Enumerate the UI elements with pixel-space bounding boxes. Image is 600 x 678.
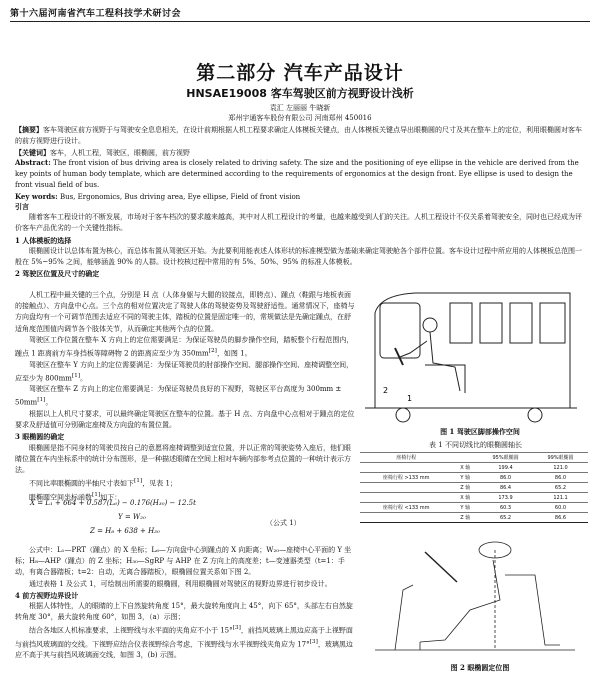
table-1: [360, 452, 588, 523]
pedal-and-panel: [395, 585, 413, 650]
formula-line-y: Y = W₂₀: [118, 513, 146, 521]
table-cell: 86.4: [478, 483, 533, 493]
table-header-cell: 95%眼椭圆: [478, 453, 533, 463]
formula-line-z: Z = H₈ + 638 + H₃₀: [90, 527, 160, 535]
table-cell: 65.2: [478, 513, 533, 523]
table-cell: Z 轴: [452, 483, 478, 493]
formula-number: （公式 1）: [266, 519, 301, 527]
fig1-label-2: 2: [383, 386, 389, 395]
table-cell: Z 轴: [452, 513, 478, 523]
table-cell: [360, 513, 452, 523]
table-cell: 173.9: [478, 493, 533, 503]
table-cell: 121.0: [533, 463, 588, 473]
abstract-en: [15, 157, 585, 203]
section-2-paragraph-2: 驾驶区工作位置在整车 X 方向上的定位需要满足：为保证驾驶员的脚步操作空间，踏板整个行程范围内，踵点 1 距离前方车身挡板等障碍物 2 的距离应至少为 350mm[2]，如图 1。: [15, 335, 354, 358]
section-3-paragraph-5: 通过表格 1 及公式 1，可绘制出所需要的眼椭圆，利用眼椭圆对驾驶区的视野边界进行初步设计。: [29, 579, 332, 588]
paper-title: HNSAE19008 客车驾驶区前方视野设计浅析: [186, 87, 414, 100]
table-cell: 86.0: [533, 473, 588, 483]
citation: [3]: [309, 638, 318, 645]
section-3-paragraph-4: 公式中：L₁—PRT（踵点）的 X 坐标；L₆—方向盘中心到踵点的 X 向距离；W₂₀—座椅中心平面的 Y 坐标；H₈—AHP（踵点）的 Z 坐标；H₃₀—SgRP 与 AHP 在 Z 方向上的高度差；t—变速器类型（t=1：手动，有离合器踏板；t=2：自动，无离合器踏板），眼椭圆位置关系如下图 2。: [15, 546, 352, 577]
table-row: [360, 483, 588, 493]
front-wheel: [396, 408, 410, 422]
keywords-en-text: Bus, Ergonomics, Bus driving area, Eye ellipse, Field of front vision: [59, 193, 301, 201]
section-2-paragraph-5: 根据以上人机尺寸要求，可以最终确定驾驶区在整车的位置。基于 H 点、方向盘中心点相对于踵点的定位要求及舒适值可分别确定座椅及方向盘的布置位置。: [15, 410, 355, 430]
table-cell: 121.1: [533, 493, 588, 503]
section-4-paragraph-1: 根据人体特性，人的眼睛的上下自然旋转角度 15°，最大旋转角度向上 45°，向下 65°，头部左右自然旋转角度 30°，最大旋转角度 60°，如图 3，（a）示图；: [15, 602, 353, 622]
table-cell: 60.3: [478, 503, 533, 513]
table-row: [360, 503, 588, 513]
section-3-4-body: [15, 545, 355, 662]
citation: [3]: [232, 625, 241, 632]
abstract-en-label: Abstract:: [15, 158, 51, 167]
section-3-paragraph-3: 眼椭圆空间坐标函数[1]如下：: [29, 491, 122, 502]
section-2-paragraph-4: 驾驶区在整车 Z 方向上的定位需要满足：为保证驾驶员良好的下视野，驾驶区平台高度为 300mm ± 50mm[1]。: [15, 385, 342, 407]
table-row: [360, 513, 588, 523]
abstract-cn: [15, 124, 585, 159]
table-cell: 199.4: [478, 463, 533, 473]
section-2-heading: 2 驾驶区位置及尺寸的确定: [15, 269, 100, 279]
section-3-paragraph-2: 不同比率眼椭圆的半轴尺寸表如下[1]，见表 1；: [29, 478, 177, 488]
table-cell: Y 轴: [452, 503, 478, 513]
table-cell: [360, 483, 452, 493]
table-header-cell: 座椅行程: [360, 453, 452, 463]
abstract-en-text: The front vision of bus driving area is closely related to driving safety. The size and the positioning of eye ellipse in the vehicle are derived from the key points of human body template, which are determined according to the requirements of ergonomics at the design front. Eye ellipse is used to design the front visual field of bus.: [15, 159, 579, 189]
section-4-heading: 4 前方视野边界设计: [15, 590, 79, 600]
section-4-paragraph-2: 结合各地区人机标准要求，上视野线与水平面的夹角应不小于 15°[3]，前挡风玻璃上黑边应高于上视野面与前挡风玻璃面的交线。下视野应结合仪表视野综合考虑，下视野线与水平视野线夹角应为 17°[3]，玻璃黑边应不高于其与前挡风玻璃面交线，如图 3，(b) 示图。: [15, 625, 353, 660]
table-row: [360, 493, 588, 503]
abstract-cn-label: 【摘要】: [15, 125, 43, 134]
driver-seat: [505, 575, 560, 645]
table-cell: X 轴: [452, 463, 478, 473]
table-cell: [360, 463, 452, 473]
formula-line-x: X = L₁ + 664 + 0.587(L₆) − 0.176(H₃₀) − 12.5t: [30, 499, 196, 507]
table-cell: 86.6: [533, 513, 588, 523]
side-window: [450, 303, 472, 343]
part-title: 第二部分 汽车产品设计: [196, 62, 404, 84]
citation: [1]: [71, 372, 81, 379]
section-1-heading: 1 人体模板的选择: [15, 235, 72, 245]
keywords-cn-label: 【关键词】: [15, 148, 50, 157]
citation: [1]: [37, 397, 46, 404]
authors: 袁汇 左丽丽 牛晓新: [269, 104, 331, 112]
section-3-heading: 3 眼椭圆的确定: [15, 432, 65, 442]
fig1-label-1: 1: [407, 394, 413, 403]
table-header-cell: 99%眼椭圆: [533, 453, 588, 463]
keywords-cn-text: 客车，人机工程，驾驶区，眼椭圆，前方视野: [50, 149, 190, 157]
side-window: [510, 303, 532, 343]
affiliation: 郑州宇通客车股份有限公司 河南郑州 450016: [228, 114, 372, 122]
rear-wheel: [528, 408, 542, 422]
table-cell: 座椅行程 <133 mm: [360, 503, 452, 513]
intro-heading: 引言: [15, 202, 29, 211]
table-cell: 60.0: [533, 503, 588, 513]
table-header-row: [360, 453, 588, 463]
intro-section: [15, 201, 585, 279]
section-2-paragraph-1: 人机工程中最关键的三个点，分别是 H 点（人体身躯与大腿的铰接点，即胯点）、踵点（鞋跟与地板表面的接触点）、方向盘中心点。三个点的相对位置决定了驾驶人体的驾驶姿势及驾驶舒适性。通常情况下，座椅与方向盘均有一个可调节范围去适应不同的驾驶主体，踏板的位置是固定唯一的，常规做法是先确定踵点，在舒适角度范围值内调节各个肢体关节，从而确定其他两个点的位置。: [15, 291, 355, 333]
page-header: 第十六届河南省汽车工程科技学术研讨会: [10, 6, 590, 22]
section-1-paragraph: 眼椭圆设计以总体布置为核心，而总体布置从驾驶区开始。为此要利用能表述人体形状的标准模型做为基础来确定驾驶舱各个部件位置。客车设计过程中所应用的人体模板总范围一般在 5%~95% 之间，能够涵盖 90% 的人群。设计校核过程中常用的有 5%、50%、95% 的标准人体模板。: [15, 246, 582, 267]
citation: [1]: [92, 491, 101, 498]
side-window: [540, 303, 565, 343]
section-3-paragraph-1: 眼椭圆是指不同身材的驾驶员按自己的意愿将座椅调整到适宜位置，并以正常的驾驶姿势入座后，他们眼睛位置在车内坐标系中的统计分布图形，是一种描述眼睛在空间上相对车辆内部参考点位置的一种统计表示方法。: [15, 443, 351, 475]
figure-1-bus-driver-area: [355, 283, 585, 423]
table-cell: 座椅行程 >133 mm: [360, 473, 452, 483]
figure-1-caption: 图 1 驾驶区脚部操作空间: [440, 427, 520, 436]
table-cell: 65.2: [533, 483, 588, 493]
table-cell: Y 轴: [452, 473, 478, 483]
citation: [1]: [134, 478, 143, 485]
keywords-en-label: Key words:: [15, 192, 58, 201]
driver-arm: [400, 341, 427, 357]
driver-head: [423, 318, 437, 332]
table-row: [360, 473, 588, 483]
figure-2-eye-ellipse-positioning: [365, 530, 585, 665]
citation: [2]: [208, 348, 217, 355]
figure-2-caption: 图 2 眼椭圆定位图: [450, 663, 510, 672]
table-cell: 86.0: [478, 473, 533, 483]
table-header-cell: [452, 453, 478, 463]
formula-1: [30, 496, 360, 538]
driver-figure: [420, 560, 500, 642]
abstract-cn-text: 客车驾驶区前方视野于与驾驶安全息息相关，在设计前期根据人机工程要求确定人体模板关键点，由人体模板关键点导出眼椭圆的尺寸及其在整车上的定位，利用眼椭圆对客车的前方视野进行设计。: [15, 126, 582, 145]
driver-seat: [425, 365, 465, 393]
section-2-body: [15, 290, 355, 503]
side-window: [480, 303, 502, 343]
table-cell: [360, 493, 452, 503]
table-cell: X 轴: [452, 493, 478, 503]
section-2-paragraph-3: 驾驶区在整车 Y 方向上的定位需要满足：为保证驾驶员的肘部操作空间、腿部操作空间、座椅调整空间，应至少为 800mm[1]。: [15, 360, 354, 383]
steering-wheel: [425, 552, 457, 582]
table-1-caption: 表 1 不同切线比的眼椭圆轴长: [429, 441, 522, 449]
table-row: [360, 463, 588, 473]
driver-body: [430, 332, 460, 391]
intro-paragraph: 随着客车工程设计的不断发展，市场对于客车档次的要求越来越高，其中对人机工程设计的考量，也越来越受到人们的关注。人机工程设计不仅关系着驾驶安全，同时也已经成为评价客车产品优劣的一个关键性指标。: [15, 213, 582, 233]
